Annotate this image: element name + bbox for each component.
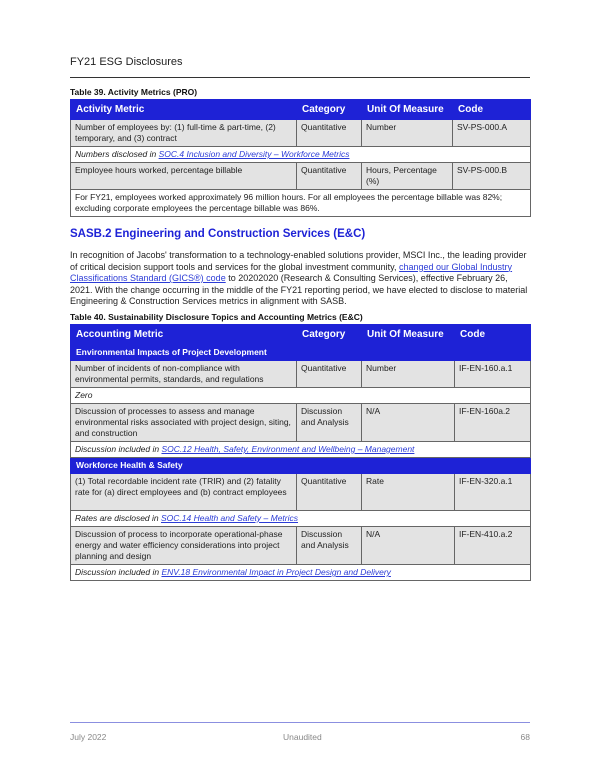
code-cell: IF-EN-160a.2: [455, 404, 531, 442]
metric-cell: Number of incidents of non-compliance with environmental permits, standards, and regulations: [71, 361, 297, 388]
table-row: [71, 361, 531, 388]
paragraph-text: In recognition of Jacobs' transformation to a technology-enabled solutions provider, MSCI Inc., the leading provider of critical decision support tools and services for the global investment community,: [70, 250, 527, 272]
footer-date: July 2022: [70, 732, 107, 742]
table-section-row: [71, 345, 531, 361]
metric-cell: Discussion of process to incorporate operational-phase energy and water efficiency considerations into project planning and design: [71, 527, 297, 565]
table-header-row: [71, 100, 531, 120]
footer-divider: [70, 722, 530, 723]
table-section-row: [71, 458, 531, 474]
document-header-title: FY21 ESG Disclosures: [70, 56, 183, 68]
note-cell: For FY21, employees worked approximately 96 million hours. For all employees the percentage billable was 82%; excluding corporate employees the percentage billable was 86%.: [71, 190, 531, 217]
table-row: [71, 527, 531, 565]
column-header: Accounting Metric: [71, 325, 297, 345]
unit-cell: Hours, Percentage (%): [362, 163, 453, 190]
table-note-row: [71, 511, 531, 527]
unit-cell: Rate: [362, 474, 455, 511]
table-row: [71, 404, 531, 442]
table-header-row: [71, 325, 531, 345]
note-text: Discussion included in: [75, 444, 162, 454]
note-cell: [71, 147, 531, 163]
table-40: [70, 324, 531, 581]
section-heading: SASB.2 Engineering and Construction Services (E&C): [70, 228, 366, 240]
gics-code-link[interactable]: changed our Global Industry Classifications Standard (GICS®) code: [70, 261, 513, 283]
metric-cell: (1) Total recordable incident rate (TRIR) and (2) fatality rate for (a) direct employees and (b) contract employees: [71, 474, 297, 511]
table-39: [70, 99, 531, 217]
column-header: Unit Of Measure: [362, 325, 455, 345]
table-39-caption: Table 39. Activity Metrics (PRO): [70, 87, 198, 97]
category-cell: Discussion and Analysis: [297, 404, 362, 442]
env18-link[interactable]: ENV.18 Environmental Impact in Project Design and Delivery: [161, 567, 391, 577]
unit-cell: Number: [362, 361, 455, 388]
table-row: [71, 474, 531, 511]
column-header: Activity Metric: [71, 100, 297, 120]
soc12-link[interactable]: SOC.12 Health, Safety, Environment and Wellbeing – Management: [161, 444, 415, 454]
unit-cell: N/A: [362, 404, 455, 442]
soc4-link[interactable]: SOC.4 Inclusion and Diversity – Workforce Metrics: [158, 149, 350, 159]
header-divider: [70, 77, 530, 78]
unit-cell: Number: [362, 120, 453, 147]
metric-cell: Employee hours worked, percentage billable: [71, 163, 297, 190]
table-row: [71, 120, 531, 147]
note-cell: [71, 511, 531, 527]
note-cell: [71, 442, 531, 458]
table-note-row: [71, 190, 531, 217]
section-label: Environmental Impacts of Project Development: [71, 345, 531, 361]
soc14-link[interactable]: SOC.14 Health and Safety – Metrics: [161, 513, 299, 523]
metric-cell: Number of employees by: (1) full-time & part-time, (2) temporary, and (3) contract: [71, 120, 297, 147]
table-row: [71, 163, 531, 190]
section-paragraph: [70, 250, 530, 308]
category-cell: Quantitative: [297, 163, 362, 190]
column-header: Unit Of Measure: [362, 100, 453, 120]
note-cell: [71, 565, 531, 581]
paragraph-text: to 20202020 (Research & Consulting Services), effective February 26, 2021. With the change occurring in the middle of the FY21 reporting period, we have elected to disclose to material Engineering & Construction Services metrics in alignment with SASB.: [70, 273, 528, 306]
table-note-row: [71, 442, 531, 458]
code-cell: IF-EN-320.a.1: [455, 474, 531, 511]
code-cell: IF-EN-160.a.1: [455, 361, 531, 388]
unit-cell: N/A: [362, 527, 455, 565]
note-cell: Zero: [71, 388, 531, 404]
column-header: Category: [297, 325, 362, 345]
table-40-caption: Table 40. Sustainability Disclosure Topics and Accounting Metrics (E&C): [70, 312, 363, 322]
category-cell: Quantitative: [297, 120, 362, 147]
category-cell: Quantitative: [297, 474, 362, 511]
note-text: Numbers disclosed in: [75, 149, 159, 159]
table-note-row: [71, 388, 531, 404]
note-text: Discussion included in: [75, 567, 162, 577]
column-header: Code: [453, 100, 531, 120]
column-header: Code: [455, 325, 531, 345]
table-note-row: [71, 565, 531, 581]
footer-status: Unaudited: [283, 732, 322, 742]
metric-cell: Discussion of processes to assess and manage environmental risks associated with project design, siting, and construction: [71, 404, 297, 442]
page-number: 68: [520, 732, 530, 742]
category-cell: Discussion and Analysis: [297, 527, 362, 565]
note-text: Rates are disclosed in: [75, 513, 161, 523]
category-cell: Quantitative: [297, 361, 362, 388]
table-note-row: [71, 147, 531, 163]
code-cell: IF-EN-410.a.2: [455, 527, 531, 565]
code-cell: SV-PS-000.B: [453, 163, 531, 190]
section-label: Workforce Health & Safety: [71, 458, 531, 474]
code-cell: SV-PS-000.A: [453, 120, 531, 147]
column-header: Category: [297, 100, 362, 120]
